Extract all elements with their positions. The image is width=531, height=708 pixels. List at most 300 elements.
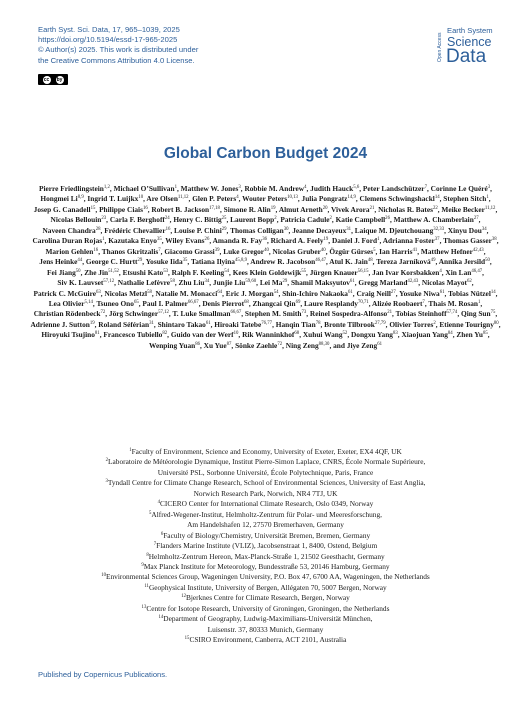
author-name-text: Tobias Steinhoff bbox=[395, 309, 447, 319]
author-name bbox=[431, 184, 491, 193]
author-name bbox=[235, 341, 282, 350]
author-name-text: Peter Landschützer bbox=[362, 184, 425, 193]
author-name-text: Michael O’Sullivan bbox=[113, 184, 175, 193]
affiliation-number: 7 bbox=[153, 542, 157, 548]
author-name bbox=[34, 205, 96, 214]
author-name bbox=[279, 205, 328, 214]
author-name bbox=[104, 226, 170, 235]
affiliation-line bbox=[30, 531, 501, 541]
author-name bbox=[242, 330, 299, 339]
author-name bbox=[324, 320, 385, 329]
affiliation-text: Max Planck Institute for Meteorology, Bundesstraße 53, 20146 Hamburg, Germany bbox=[143, 561, 390, 571]
author-name-text: Richard A. Feely bbox=[270, 236, 324, 246]
author-name-text: Ralph F. Keeling bbox=[171, 267, 225, 277]
affiliation-line bbox=[30, 614, 501, 624]
author-name-text: Shamil Maksyutov bbox=[290, 278, 350, 288]
author-affiliation-marker: 4 bbox=[439, 268, 442, 274]
author-name-text: Alizée Roobaert bbox=[372, 298, 423, 308]
affiliation-line bbox=[30, 468, 501, 478]
author-name-text: Thomas Gasser bbox=[443, 236, 492, 246]
author-name-text: Roland Séférian bbox=[98, 319, 150, 329]
author-affiliation-marker: 66,67 bbox=[230, 310, 242, 316]
author-name bbox=[379, 247, 417, 256]
author-affiliation-marker: 21 bbox=[387, 310, 393, 316]
author-name bbox=[244, 184, 306, 193]
author-name-text: Ingrid T. Luijkx bbox=[87, 194, 139, 204]
author-name bbox=[331, 205, 374, 214]
author-affiliation-marker: 62 bbox=[466, 279, 472, 285]
affiliation-number: 14 bbox=[158, 615, 164, 621]
logo-line-science: Science bbox=[447, 35, 492, 49]
author-affiliation-marker: 31 bbox=[149, 320, 154, 326]
affiliation-line bbox=[30, 447, 501, 457]
affiliation-number: 1 bbox=[129, 448, 132, 453]
author-name bbox=[172, 309, 241, 318]
author-affiliation-marker: 15 bbox=[90, 205, 96, 211]
affiliation-line bbox=[30, 625, 501, 635]
logo-line-data: Data bbox=[446, 46, 487, 67]
author-name-text: Yosuke Iida bbox=[145, 257, 183, 267]
author-affiliation-marker: 41 bbox=[412, 247, 418, 253]
author-affiliation-marker: 54 bbox=[224, 268, 230, 274]
author-affiliation-marker: 31 bbox=[346, 226, 352, 232]
affiliation-line bbox=[30, 510, 501, 520]
author-name-text: Jan Ivar Korsbakken bbox=[372, 267, 440, 277]
author-affiliation-marker: 40 bbox=[264, 247, 269, 253]
author-name-text: Xin Lan bbox=[445, 267, 472, 277]
author-name bbox=[87, 194, 143, 203]
author-name bbox=[329, 247, 375, 256]
author-affiliation-marker: 61 bbox=[377, 341, 382, 347]
cc-license-badge[interactable] bbox=[38, 74, 68, 85]
author-name-text: Shin-Ichiro Nakaoka bbox=[282, 288, 348, 298]
author-name-text: Francesco Tubiello bbox=[103, 330, 163, 340]
author-name bbox=[282, 289, 353, 298]
affiliation-text: Bjerknes Centre for Climate Research, Bergen, Norway bbox=[185, 593, 350, 603]
author-affiliation-marker: 7 bbox=[424, 185, 427, 190]
author-name bbox=[360, 194, 440, 203]
author-name-text: Gregg Marland bbox=[358, 278, 408, 288]
author-affiliation-marker: 3 bbox=[487, 185, 491, 190]
journal-citation: Earth Syst. Sci. Data, 17, 965–1039, 2025 bbox=[38, 25, 180, 34]
author-name-text: Clemens Schwingshackl bbox=[359, 194, 435, 204]
affiliation-line bbox=[30, 593, 501, 603]
author-name-text: Christian Rödenbeck bbox=[33, 309, 101, 319]
author-name bbox=[172, 268, 229, 277]
author-name-text: Nicolas Gruber bbox=[272, 246, 321, 256]
author-affiliation-marker: 40 bbox=[320, 247, 326, 253]
author-name-text: Etsushi Kato bbox=[122, 267, 164, 277]
author-name bbox=[30, 320, 94, 329]
author-name-text: Stephen M. Smith bbox=[244, 309, 302, 319]
author-name-text: Henry C. Bittig bbox=[173, 215, 222, 225]
author-affiliation-marker: 61 bbox=[347, 289, 353, 295]
author-affiliation-marker: 83 bbox=[392, 331, 398, 337]
author-name bbox=[103, 330, 167, 339]
author-name-text: Matthew Hefner bbox=[420, 246, 473, 256]
author-affiliation-marker: 20 bbox=[322, 205, 328, 211]
author-name bbox=[310, 184, 359, 193]
author-affiliation-marker: 30 bbox=[283, 226, 289, 232]
author-name bbox=[286, 341, 330, 350]
author-name-text: Wiley Evans bbox=[165, 236, 205, 246]
author-affiliation-marker: 29 bbox=[137, 258, 143, 264]
author-name-text: Jiye Zeng bbox=[346, 340, 378, 350]
author-name bbox=[179, 278, 210, 287]
author-name bbox=[146, 194, 188, 203]
author-affiliation-marker: 27 bbox=[473, 216, 479, 222]
author-name bbox=[443, 194, 488, 203]
author-affiliation-marker: 38 bbox=[491, 237, 497, 243]
author-affiliation-marker: 14 bbox=[490, 289, 496, 295]
author-name bbox=[396, 309, 458, 318]
author-name bbox=[422, 278, 472, 287]
author-name bbox=[351, 330, 398, 339]
author-affiliation-marker: 84 bbox=[447, 331, 453, 337]
author-affiliation-marker: 85 bbox=[482, 331, 488, 337]
author-name bbox=[271, 236, 329, 245]
author-name bbox=[260, 278, 287, 287]
author-name-text: Yosuke Niwa bbox=[399, 288, 440, 298]
author-name bbox=[376, 257, 435, 266]
author-name-text: Craig Neill bbox=[356, 288, 391, 298]
author-affiliation-marker: 29 bbox=[221, 226, 227, 232]
author-affiliation-marker: 50 bbox=[485, 258, 490, 264]
author-name-text: Hongmei Li bbox=[40, 194, 78, 204]
author-name-text: Fei Jiang bbox=[47, 267, 76, 277]
author-affiliation-marker: 7 bbox=[158, 247, 161, 253]
author-name bbox=[233, 268, 306, 277]
author-name bbox=[439, 257, 490, 266]
author-affiliation-marker: 76,77 bbox=[261, 320, 273, 326]
affiliation-number: 10 bbox=[101, 573, 106, 579]
author-name-text: Patricia Cadule bbox=[280, 215, 330, 225]
author-name bbox=[303, 330, 347, 339]
author-name-text: Laure Resplandy bbox=[304, 298, 358, 308]
author-affiliation-marker: 88,30 bbox=[318, 341, 330, 347]
author-name-text: Shintaro Takao bbox=[157, 319, 206, 329]
author-name-text: Vivek Arora bbox=[331, 204, 370, 214]
author-name-text: Katie Campbell bbox=[335, 215, 386, 225]
author-name-text: Siv K. Lauvset bbox=[57, 278, 104, 288]
author-affiliation-marker: 11,12 bbox=[484, 205, 496, 211]
author-name-text: Nicolas Bellouin bbox=[50, 215, 102, 225]
author-name bbox=[224, 205, 276, 214]
author-affiliation-marker: 14,9 bbox=[347, 195, 356, 201]
author-name bbox=[336, 215, 390, 224]
affiliation-number: 12 bbox=[181, 594, 186, 600]
author-name bbox=[448, 226, 487, 235]
author-name bbox=[276, 320, 321, 329]
author-name bbox=[439, 320, 498, 329]
affiliation-number: 13 bbox=[141, 604, 147, 610]
author-name-text: Denis Pierrot bbox=[202, 298, 245, 308]
author-name bbox=[45, 247, 98, 256]
author-name-text: Ian Harris bbox=[379, 246, 413, 256]
author-affiliation-marker: 48 bbox=[367, 258, 373, 264]
affiliation-text: Laboratoire de Météorologie Dynamique, Institut Pierre-Simon Laplace, CNRS, École Normale Supérieure, bbox=[108, 457, 426, 467]
affiliation-text: Geophysical Institute, University of Bergen, Allégaten 70, 5007 Bergen, Norway bbox=[148, 582, 387, 592]
author-name-text: Frédéric Chevallier bbox=[104, 225, 166, 235]
author-name-text: Marion Gehlen bbox=[45, 246, 94, 256]
author-name-text: Naveen Chandra bbox=[42, 225, 96, 235]
author-name bbox=[291, 278, 355, 287]
author-name-text: Patrick C. McGuire bbox=[33, 288, 96, 298]
affiliation-text: Am Handelshafen 12, 27570 Bremerhaven, Germany bbox=[187, 520, 344, 530]
author-name bbox=[123, 268, 168, 277]
author-name bbox=[214, 320, 272, 329]
author-name-text: Matthew W. Jones bbox=[180, 184, 239, 193]
author-name-text: Junjie Liu bbox=[212, 278, 246, 288]
author-name-text: Louise P. Chini bbox=[174, 225, 222, 235]
author-name-text: Carla F. Berghoff bbox=[109, 215, 165, 225]
author-name-text: Thais M. Rosan bbox=[428, 298, 478, 308]
author-affiliation-marker: 26 bbox=[385, 216, 390, 222]
author-name bbox=[356, 289, 395, 298]
cc-icon: cc bbox=[43, 76, 50, 83]
affiliation-line bbox=[30, 457, 501, 467]
author-name-text: Are Olsen bbox=[146, 194, 178, 204]
author-affiliation-marker: 52 bbox=[342, 331, 348, 337]
author-affiliation-marker: 35 bbox=[156, 237, 162, 243]
author-affiliation-marker: 66,67 bbox=[187, 299, 199, 305]
author-affiliation-marker: 53 bbox=[163, 268, 168, 274]
author-name bbox=[250, 257, 326, 266]
author-name-text: Tereza Jarníková bbox=[376, 257, 431, 267]
author-affiliation-marker: 11,12 bbox=[177, 195, 189, 201]
author-affiliation-marker: 4 bbox=[236, 195, 239, 201]
author-name-text: Giacomo Grassi bbox=[164, 246, 215, 256]
author-name bbox=[202, 299, 248, 308]
author-affiliation-marker: 16 bbox=[93, 247, 99, 253]
doi-link[interactable]: https://doi.org/10.5194/essd-17-965-2025 bbox=[38, 35, 178, 45]
author-affiliation-marker: 19 bbox=[270, 205, 276, 211]
open-access-label: Open Access bbox=[437, 32, 443, 62]
author-name bbox=[372, 299, 425, 308]
author-name-text: Wouter Peters bbox=[242, 194, 288, 204]
author-name-text: Reinel Sospedra-Alfonso bbox=[309, 309, 388, 319]
author-affiliation-marker: 4 bbox=[304, 185, 307, 190]
affiliation-number: 15 bbox=[184, 636, 190, 642]
author-name-text: Thomas Colligan bbox=[230, 225, 284, 235]
author-affiliation-marker: 16 bbox=[142, 205, 148, 211]
author-name bbox=[461, 309, 495, 318]
author-name bbox=[329, 257, 372, 266]
author-affiliation-marker: 59,60 bbox=[245, 279, 257, 285]
author-name-text: Nathalie Lefèvre bbox=[117, 278, 171, 288]
author-affiliation-marker: 1 bbox=[174, 185, 177, 190]
author-name-text: Laique M. Djeutchouang bbox=[354, 225, 434, 235]
author-name-text: Tobias Nützel bbox=[448, 288, 491, 298]
author-name-text: Atul K. Jain bbox=[329, 257, 368, 267]
author-name bbox=[443, 236, 497, 245]
publisher-footer[interactable]: Published by Copernicus Publications. bbox=[38, 670, 168, 679]
affiliation-number: 4 bbox=[157, 500, 161, 506]
author-name bbox=[310, 309, 392, 318]
affiliation-text: Environmental Sciences Group, Wageningen University, P.O. Box 47, 6700 AA, Wageningen, the Netherlands bbox=[106, 572, 430, 582]
author-name-text: Nicolas Metzl bbox=[104, 288, 148, 298]
author-affiliation-marker: 68 bbox=[294, 331, 300, 337]
affiliation-text: Université PSL, Sorbonne Université, École Polytechnique, Paris, France bbox=[157, 467, 374, 477]
author-affiliation-marker: 78 bbox=[315, 320, 321, 326]
author-name bbox=[57, 278, 114, 287]
author-name-text: Nicholas R. Bates bbox=[378, 204, 433, 214]
affiliation-line bbox=[30, 499, 501, 509]
author-affiliation-marker: 57,12 bbox=[158, 310, 169, 316]
author-name bbox=[223, 247, 269, 256]
affiliation-number: 9 bbox=[141, 562, 144, 568]
author-list: Pierre Friedlingstein$^{1,2}$, Michael O’Sullivan$^1$, Matthew W. Jones$^3$, Robbie M. Andrew$^4$, Judith Hauck$^{5,6}$, Peter Landschützer$^7$, Corinne Le Quéré$^3$, Hongmei Li$^{8,9}$, Ingrid T. Luijkx$^{10}$, Are Olsen$^{11,12}$, Glen P. Peters$^4$, Wouter Peters$^{10,13}$, Julia Pongratz$^{14,9}$, Clemens Schwingshackl$^{14}$, Stephen Sitch$^1$, Josep G. Canadell$^{15}$, Philippe Ciais$^{16}$, Robert B. Jackson$^{17,18}$, Simone R. Alin$^{19}$, Almut Arneth$^{20}$, Vivek Arora$^{21}$, Nicholas R. Bates$^{22}$, Meike Becker$^{11,12}$, Nicolas Bellouin$^{23}$, Carla F. Berghoff$^{24}$, Henry C. Bittig$^{25}$, Laurent Bopp$^2$, Patricia Cadule$^2$, Katie Campbell$^{26}$, Matthew A. Chamberlain$^{27}$, Naveen Chandra$^{28}$, Frédéric Chevallier$^{16}$, Louise P. Chini$^{29}$, Thomas Colligan$^{30}$, Jeanne Decayeux$^{31}$, Laique M. Djeutchouang$^{32,33}$, Xinyu Dou$^{34}$, Carolina Duran Rojas$^1$, Kazutaka Enyo$^{35}$, Wiley Evans$^{26}$, Amanda R. Fay$^{36}$, Richard A. Feely$^{19}$, Daniel J. Ford$^1$, Adrianna Foster$^{37}$, Thomas Gasser$^{38}$, Marion Gehlen$^{16}$, Thanos Gkritzalis$^7$, Giacomo Grassi$^{39}$, Luke Gregor$^{40}$, Nicolas Gruber$^{40}$, Özgür Gürses$^5$, Ian Harris$^{41}$, Matthew Hefner$^{42,43}$, Jens Heinke$^{44}$, George C. Hurtt$^{29}$, Yosuke Iida$^{35}$, Tatiana Ilyina$^{45,8,9}$, Andrew R. Jacobson$^{46,47}$, Atul K. Jain$^{48}$, Tereza Jarníková$^{49}$, Annika Jersild$^{50}$, Fei Jiang$^{50}$, Zhe Jin$^{51,52}$, Etsushi Kato$^{53}$, Ralph F. Keeling$^{54}$, Kees Klein Goldewijk$^{55}$, Jürgen Knauer$^{56,15}$, Jan Ivar Korsbakken$^4$, Xin Lan$^{46,47}$, Siv K. Lauvset$^{57,12}$, Nathalie Lefèvre$^{58}$, Zhu Liu$^{34}$, Junjie Liu$^{59,60}$, Lei Ma$^{29}$, Shamil Maksyutov$^{61}$, Gregg Marland$^{42,43}$, Nicolas Mayot$^{62}$, Patrick C. McGuire$^{63}$, Nicolas Metzl$^{58}$, Natalie M. Monacci$^{64}$, Eric J. Morgan$^{54}$, Shin-Ichiro Nakaoka$^{61}$, Craig Neill$^{27}$, Yosuke Niwa$^{61}$, Tobias Nützel$^{14}$, Lea Olivier$^{5,14}$, Tsuneo Ono$^{65}$, Paul I. Palmer$^{66,67}$, Denis Pierrot$^{68}$, Zhangcai Qin$^{69}$, Laure Resplandy$^{70,71}$, Alizée Roobaert$^7$, Thais M. Rosan$^1$, Christian Rödenbeck$^{72}$, Jörg Schwinger$^{57,12}$, T. Luke Smallman$^{66,67}$, Stephen M. Smith$^{73}$, Reinel Sospedra-Alfonso$^{21}$, Tobias Steinhoff$^{57,74}$, Qing Sun$^{75}$, Adrienne J. Sutton$^{19}$, Roland Séférian$^{31}$, Shintaro Takao$^{61}$, Hiroaki Tatebe$^{76,77}$, Hanqin Tian$^{78}$, Bronte Tilbrook$^{27,79}$, Olivier Torres$^2$, Etienne Tourigny$^{80}$, Hiroyuki Tsujino$^{81}$, Francesco Tubiello$^{82}$, Guido van der Werf$^{10}$, Rik Wanninkhof$^{68}$, Xuhui Wang$^{52}$, Dongxu Yang$^{83}$, Xiaojuan Yang$^{84}$, Zhen Yu$^{85}$, Wenping Yuan$^{86}$, Xu Yue$^{87}$, Sönke Zaehle$^{72}$, Ning Zeng$^{88,30}$, and Jiye Zeng$^{61}$ bbox=[30, 184, 501, 350]
license-link[interactable]: the Creative Commons Attribution 4.0 License. bbox=[38, 55, 195, 65]
author-affiliation-marker: 56,15 bbox=[357, 268, 369, 274]
author-name bbox=[358, 278, 418, 287]
author-name-text: Matthew A. Chamberlain bbox=[393, 215, 474, 225]
author-name bbox=[158, 320, 211, 329]
affiliation-number: 6 bbox=[160, 531, 164, 537]
author-affiliation-marker: 80 bbox=[493, 320, 499, 326]
author-name-text: Josep G. Canadell bbox=[33, 204, 91, 214]
author-affiliation-marker: 5 bbox=[373, 247, 376, 253]
author-name bbox=[192, 194, 238, 203]
author-affiliation-marker: 2 bbox=[329, 216, 332, 222]
author-name bbox=[394, 215, 479, 224]
author-name-text: Lea Olivier bbox=[48, 298, 85, 308]
author-name bbox=[99, 205, 148, 214]
author-name bbox=[441, 205, 495, 214]
author-affiliation-marker: 25 bbox=[221, 216, 227, 222]
author-name-text: Kees Klein Goldewijk bbox=[232, 267, 302, 277]
author-name bbox=[84, 268, 119, 277]
author-name-text: Luke Gregor bbox=[223, 246, 265, 256]
author-name-text: Philippe Ciais bbox=[99, 204, 143, 214]
author-affiliation-marker: 37 bbox=[434, 237, 440, 243]
author-name bbox=[149, 341, 200, 350]
author-name-text: Dongxu Yang bbox=[351, 330, 393, 340]
author-affiliation-marker: 42,43 bbox=[472, 247, 484, 253]
author-affiliation-marker: 64 bbox=[217, 289, 223, 295]
author-name bbox=[110, 215, 170, 224]
author-name bbox=[310, 268, 369, 277]
author-name-text: Natalie M. Monacci bbox=[155, 288, 218, 298]
author-name bbox=[230, 215, 277, 224]
author-name-text: Stephen Sitch bbox=[443, 194, 487, 204]
author-affiliation-marker: 54 bbox=[273, 289, 279, 295]
author-affiliation-marker: 34 bbox=[204, 279, 210, 285]
affiliation-text: Flanders Marine Institute (VLIZ), Jacobsenstraat 1, 8400, Ostend, Belgium bbox=[156, 541, 378, 551]
author-affiliation-marker: 3 bbox=[238, 185, 241, 190]
author-name bbox=[383, 236, 440, 245]
affiliation-line bbox=[30, 478, 501, 488]
author-affiliation-marker: 28 bbox=[95, 226, 101, 232]
author-name-text: Eric J. Morgan bbox=[225, 288, 274, 298]
author-name bbox=[378, 205, 438, 214]
author-name-text: Xu Yue bbox=[203, 340, 227, 350]
author-name bbox=[363, 184, 427, 193]
author-name bbox=[33, 289, 100, 298]
author-name bbox=[41, 330, 99, 339]
author-name bbox=[355, 226, 444, 235]
author-name bbox=[456, 330, 487, 339]
affiliation-text: Department of Geography, Ludwig-Maximilians-Universität München, bbox=[163, 614, 373, 624]
author-affiliation-marker: 57,12 bbox=[103, 279, 115, 285]
author-affiliation-marker: 86 bbox=[195, 341, 200, 347]
author-name bbox=[171, 330, 239, 339]
affiliation-line bbox=[30, 572, 501, 582]
author-name bbox=[146, 257, 188, 266]
author-name bbox=[445, 268, 482, 277]
author-name-text: Jeanne Decayeux bbox=[292, 225, 347, 235]
logo-line-earth-system: Earth System bbox=[447, 26, 493, 35]
author-name bbox=[302, 194, 356, 203]
author-name bbox=[428, 299, 480, 308]
author-affiliation-marker: 65 bbox=[133, 299, 139, 305]
author-name-text: Laurent Bopp bbox=[230, 215, 275, 225]
journal-logo[interactable] bbox=[437, 22, 507, 72]
author-affiliation-marker: 7 bbox=[422, 299, 425, 305]
author-affiliation-marker: 72 bbox=[100, 310, 106, 316]
author-affiliation-marker: 8,9 bbox=[77, 195, 84, 201]
affiliation-line bbox=[30, 489, 501, 499]
author-affiliation-marker: 29 bbox=[282, 279, 288, 285]
author-name bbox=[213, 278, 256, 287]
author-name bbox=[245, 309, 306, 318]
author-affiliation-marker: 42,43 bbox=[407, 279, 419, 285]
author-name-text: Bronte Tilbrook bbox=[324, 319, 375, 329]
author-name bbox=[204, 341, 232, 350]
author-name-text: Simone R. Alin bbox=[223, 204, 271, 214]
author-name-text: Kazutaka Enyo bbox=[108, 236, 157, 246]
affiliation-text: Tyndall Centre for Climate Change Research, School of Environmental Sciences, University of East Anglia, bbox=[107, 478, 426, 488]
author-name bbox=[39, 257, 82, 266]
author-name bbox=[118, 278, 175, 287]
author-name bbox=[151, 205, 220, 214]
author-affiliation-marker: 50 bbox=[75, 268, 81, 274]
author-name-text: Xiaojuan Yang bbox=[401, 330, 448, 340]
author-name-text: Ning Zeng bbox=[285, 340, 319, 350]
author-affiliation-marker: 82 bbox=[162, 331, 168, 337]
author-name-text: Zhu Liu bbox=[178, 278, 205, 288]
affiliation-text: Faculty of Environment, Science and Economy, University of Exeter, Exeter, EX4 4QF, UK bbox=[131, 447, 402, 456]
author-name-text: Zhangcai Qin bbox=[252, 298, 296, 308]
author-name-text: Qing Sun bbox=[461, 309, 491, 319]
affiliation-text: Norwich Research Park, Norwich, NR4 7TJ, UK bbox=[193, 488, 338, 498]
author-name-text: Hanqin Tian bbox=[275, 319, 316, 329]
author-name bbox=[47, 268, 81, 277]
author-affiliation-marker: 1 bbox=[102, 237, 105, 243]
author-affiliation-marker: 75 bbox=[490, 310, 496, 316]
affiliation-text: Helmholtz-Zentrum Hereon, Max-Planck-Straße 1, 21502 Geesthacht, Germany bbox=[148, 551, 385, 561]
author-name-text: Corinne Le Quéré bbox=[430, 184, 488, 193]
author-name-text: Judith Hauck bbox=[310, 184, 354, 193]
author-affiliation-marker: 27 bbox=[390, 289, 396, 295]
author-name bbox=[32, 236, 104, 245]
author-affiliation-marker: 10,13 bbox=[287, 195, 298, 201]
author-name-text: Andrew R. Jacobson bbox=[250, 257, 316, 267]
author-name bbox=[165, 236, 209, 245]
author-affiliation-marker: 58 bbox=[170, 279, 175, 285]
author-affiliation-marker: 58 bbox=[147, 289, 152, 295]
author-name-text: Thanos Gkritzalis bbox=[101, 246, 159, 256]
author-name-text: Jens Heinke bbox=[39, 257, 78, 267]
author-name-text: George C. Hurtt bbox=[85, 257, 138, 267]
affiliation-number: 11 bbox=[144, 583, 149, 589]
by-icon: by bbox=[56, 76, 63, 83]
author-affiliation-marker: 70,71 bbox=[357, 299, 369, 305]
affiliation-line bbox=[30, 635, 501, 645]
author-affiliation-marker: 21 bbox=[369, 205, 375, 211]
affiliation-line bbox=[30, 520, 501, 530]
author-affiliation-marker: 73 bbox=[301, 310, 307, 316]
